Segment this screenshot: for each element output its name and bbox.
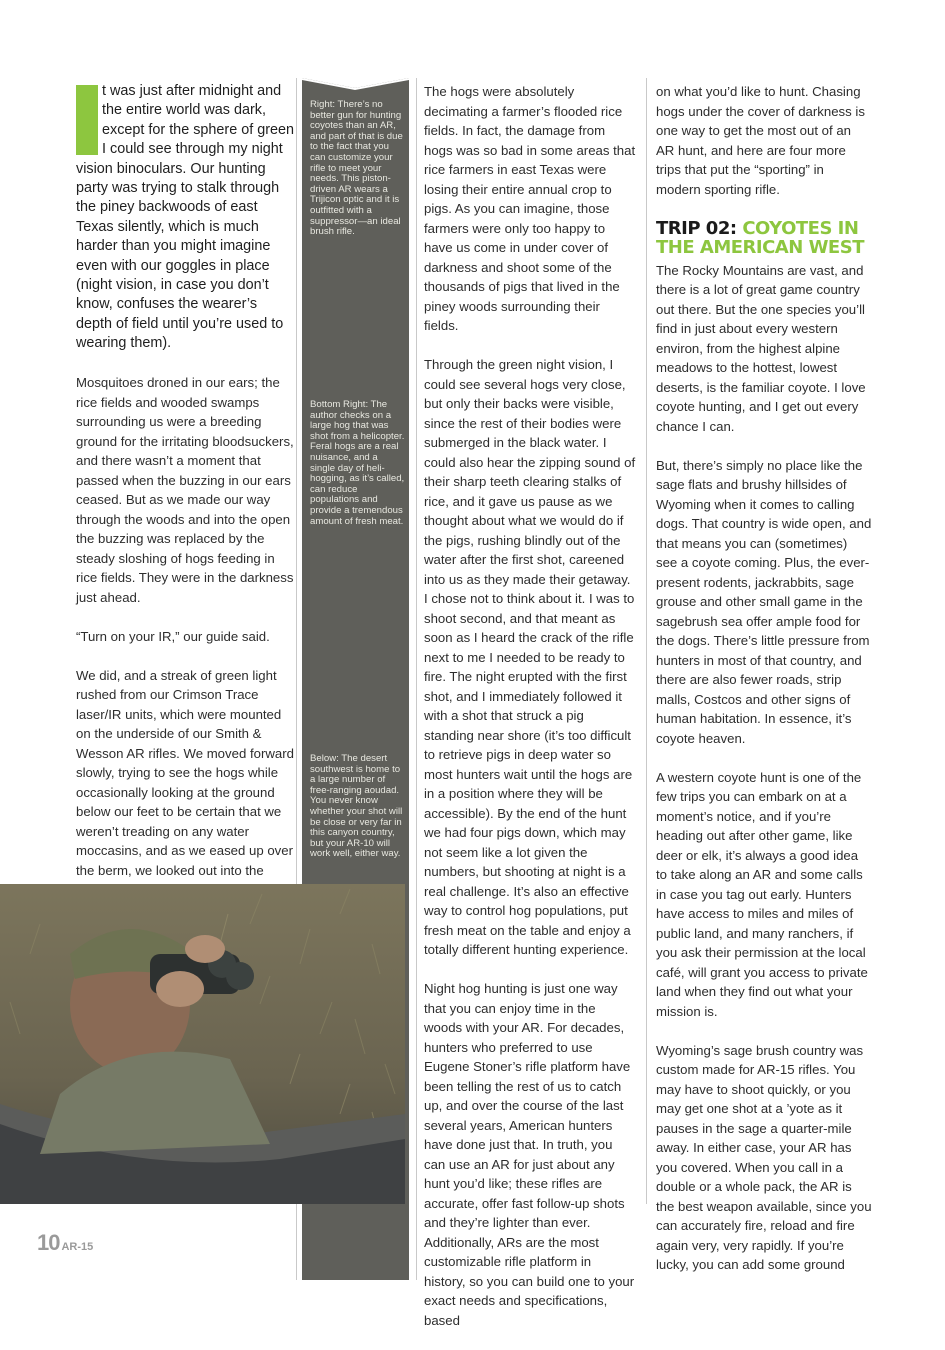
caption-below: Below: The desert southwest is home to a large number of free-ranging aoudad. You never know whether your shot will be close or very far in this canyon country, but your AR-10 will work well, either way. (310, 753, 403, 860)
drop-cap-block (76, 85, 98, 155)
magazine-name: AR-15 (61, 1241, 94, 1253)
body-paragraph: Wyoming’s sage brush country was custom made for AR-15 rifles. You may have to shoot quickly, or you may get one shot at a ’yote as it pauses in the sage a quarter-mile away. In either case, your AR has you covered. When you call in a double or a whole pack, the AR is the best weapon available, since you can accurately fire, reload and fire again very, very rapidly. If you’re lucky, you can add some ground (656, 1042, 872, 1272)
article-column-1 (76, 82, 294, 939)
hunter-binoculars-illustration (0, 884, 405, 1204)
caption-right: Right: There’s no better gun for hunting coyotes than an AR, and part of that is due to the fact that you can customize your rifle to meet your needs. This piston-driven AR wears a Trijicon optic and it is outfitted with a suppressor—an ideal brush rifle. (310, 99, 403, 238)
body-paragraph: Night hog hunting is just one way that you can enjoy time in the woods with your AR. For decades, hunters who preferred to use Eugene Stoner’s rifle platform have been telling the rest of us to catch up, and over the course of the last several years, American hunters have done just that. In truth, you can use an AR for just about any hunt you’d like; these rifles are accurate, offer fast follow-up shots and they’re lighter than ever. Additionally, ARs are the most customizable rifle platform in history, so you can build one to your exact needs and specifications, based (424, 981, 635, 1328)
body-paragraph: “Turn on your IR,” our guide said. (76, 628, 270, 644)
body-paragraph: We did, and a streak of green light rushed from our Crimson Trace laser/IR units, which were mounted on the underside of our Smith & Wesson AR rifles. We moved forward slowly, trying to see the hogs while occasionally looking at the ground below our feet to be certain that we weren’t treading on any water moccasins, and as we eased up over the berm, we looked out into the (76, 667, 294, 878)
page-folio (37, 1230, 93, 1256)
body-paragraph: But, there’s simply no place like the sage flats and brushy hillsides of Wyoming when it comes to calling dogs. That country is wide open, and that means you can (sometimes) see a coyote coming. Plus, the ever-present rodents, jackrabbits, sage grouse and other small game in the sagebrush sea offer ample food for the dogs. There’s little pressure from hunters in most of that country, and there are also fewer roads, strip malls, Costcos and other signs of human habitation. In essence, it’s coyote heaven. (656, 457, 872, 746)
body-paragraph: on what you’d like to hunt. Chasing hogs under the cover of darkness is one way to get the most out of an AR hunt, and here are four more trips that put the “sporting” in modern sporting rifle. (656, 84, 865, 197)
body-paragraph: Through the green night vision, I could see several hogs very close, but only their backs were visible, since the rest of their bodies were submerged in the black water. I could also hear the zipping sound of their sharp teeth clearing stalks of rice, and it gave us pause as we thought about what we would do if the pigs, rushing blindly out of the water after the first shot, careened into us as they made their getaway. I chose not to think about it. I was to shoot second, and that meant as soon as I heard the crack of the rifle next to me I needed to be ready to fire. The night erupted with the first shot, and I immediately followed it with a shot that struck a pig standing near shore (it’s too difficult to retrieve pigs in deep water so most hunters wait until the hogs are in a position where they will be accessible). By the end of the hunt we had four pigs down, which may not seem like a lot given the numbers, but shooting at night is a real challenge. It’s also an effective way to control hog populations, put fresh meat on the table and enjoy a totally different hunting experience. (424, 357, 636, 957)
page-number: 10 (37, 1230, 60, 1255)
caption-bottom-right: Bottom Right: The author checks on a large hog that was shot from a helicopter. Feral hogs are a real nuisance, and a single day of heli-hogging, as it’s called, can reduce populations and provide a tremendous amount of fresh meat. (310, 399, 405, 527)
article-column-3 (424, 82, 636, 1350)
body-paragraph: A western coyote hunt is one of the few trips you can embark on at a moment’s notice, and if you’re heading out after other game, like deer or elk, it’s always a good idea to take along an AR and some calls in case you tag out early. Hunters have access to miles and miles of public land, and many ranchers, if you ask their permission at the local café, will grant you access to private land when they find out what your mission is. (656, 769, 868, 1019)
column-divider (646, 78, 647, 1204)
body-paragraph: The Rocky Mountains are vast, and there is a lot of great game country out there. But the one species you’ll find in just about every western environ, from the highest alpine meadows to the hottest, lowest deserts, is the familiar coyote. I love coyote hunting, and I get out every chance I can. (656, 262, 866, 434)
body-paragraph: Mosquitoes droned in our ears; the rice fields and wooded swamps surrounding us were a breeding ground for the irritating bloodsuckers, and there wasn’t a moment that passed when the buzzing in our ears ceased. But as we made our way through the woods and into the open the buzzing was replaced by the steady sloshing of hogs feeding in rice fields. They were in the darkness just ahead. (76, 375, 294, 605)
sidebar-notch (302, 78, 409, 90)
hunter-binoculars-photo (0, 884, 405, 1204)
column-divider (416, 78, 417, 1280)
article-column-4 (656, 82, 872, 1294)
body-paragraph: The hogs were absolutely decimating a farmer’s flooded rice fields. In fact, the damage from hogs was so bad in some areas that rice farmers in east Texas were losing their entire annual crop to pigs. As you can imagine, those farmers were only too happy to have us come in under cover of darkness and shoot some of the thousands of pigs that lived in the piney woods surrounding their fields. (424, 84, 636, 333)
section-heading: TRIP 02: COYOTES IN THE AMERICAN WEST (656, 217, 864, 258)
lead-paragraph: t was just after midnight and the entire world was dark, except for the sphere of green I could see through my night vision binoculars. Our hunting party was trying to stalk through the piney backwoods of east Texas silently, which is much harder than you might imagine even with our goggles in place (night vision, in case you don’t know, confuses the wearer’s depth of field until you’re used to wearing them). (76, 83, 294, 352)
